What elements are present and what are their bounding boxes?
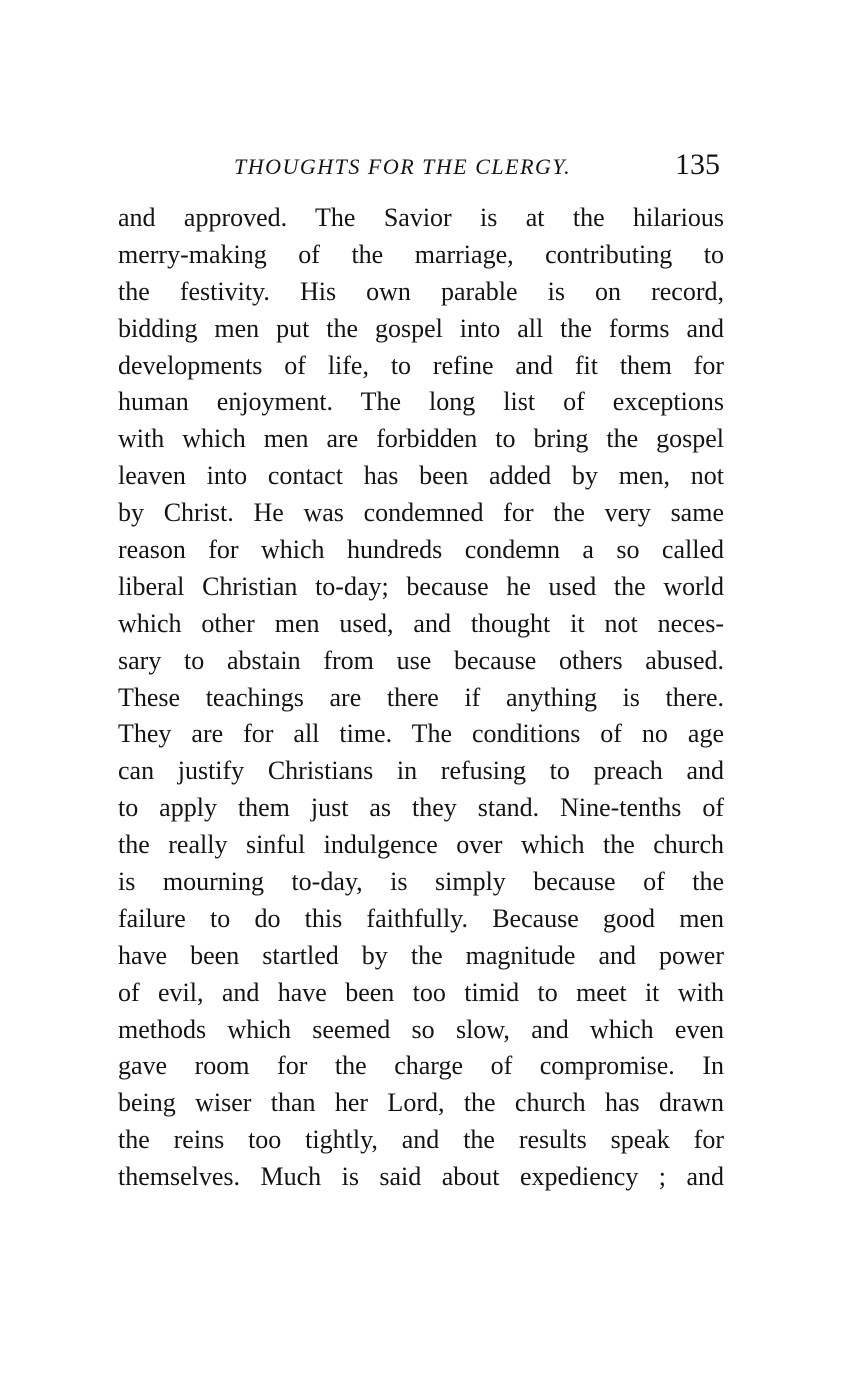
text-line: with which men are forbidden to bring the gospel [118,424,724,454]
text-line: reason for which hundreds condemn a so called [118,535,724,565]
text-line: which other men used, and thought it not neces- [118,608,724,638]
running-head [118,148,724,188]
text-line: They are for all time. The conditions of no age [118,719,724,749]
text-line: have been startled by the magnitude and power [118,940,724,970]
text-line: liberal Christian to-day; because he used the world [118,571,724,601]
text-line: developments of life, to refine and fit them for [118,350,724,380]
text-line: gave room for the charge of compromise. In [118,1051,724,1081]
text-line: leaven into contact has been added by men, not [118,461,724,491]
text-line: merry-making of the marriage, contributing to [118,239,724,269]
text-line: the really sinful indulgence over which the church [118,830,724,860]
text-line: failure to do this faithfully. Because good men [118,903,724,933]
text-line: by Christ. He was condemned for the very same [118,498,724,528]
page-number: 135 [675,148,720,181]
text-line: is mourning to-day, is simply because of the [118,867,724,897]
text-line: being wiser than her Lord, the church has drawn [118,1088,724,1118]
text-line: human enjoyment. The long list of exceptions [118,387,724,417]
text-line: to apply them just as they stand. Nine-tenths of [118,793,724,823]
text-line: bidding men put the gospel into all the forms and [118,313,724,343]
text-line: of evil, and have been too timid to meet it with [118,977,724,1007]
text-line: and approved. The Savior is at the hilarious [118,203,724,232]
text-line: themselves. Much is said about expediency ; and [118,1162,724,1192]
text-line: sary to abstain from use because others abused. [118,645,724,675]
running-title: THOUGHTS FOR THE CLERGY. [234,154,572,179]
text-line: These teachings are there if anything is there. [118,682,724,712]
body-text [118,200,724,1196]
text-line: methods which seemed so slow, and which even [118,1014,724,1044]
text-line: the reins too tightly, and the results speak for [118,1125,724,1155]
text-line: can justify Christians in refusing to preach and [118,756,724,786]
text-line: the festivity. His own parable is on record, [118,276,724,306]
